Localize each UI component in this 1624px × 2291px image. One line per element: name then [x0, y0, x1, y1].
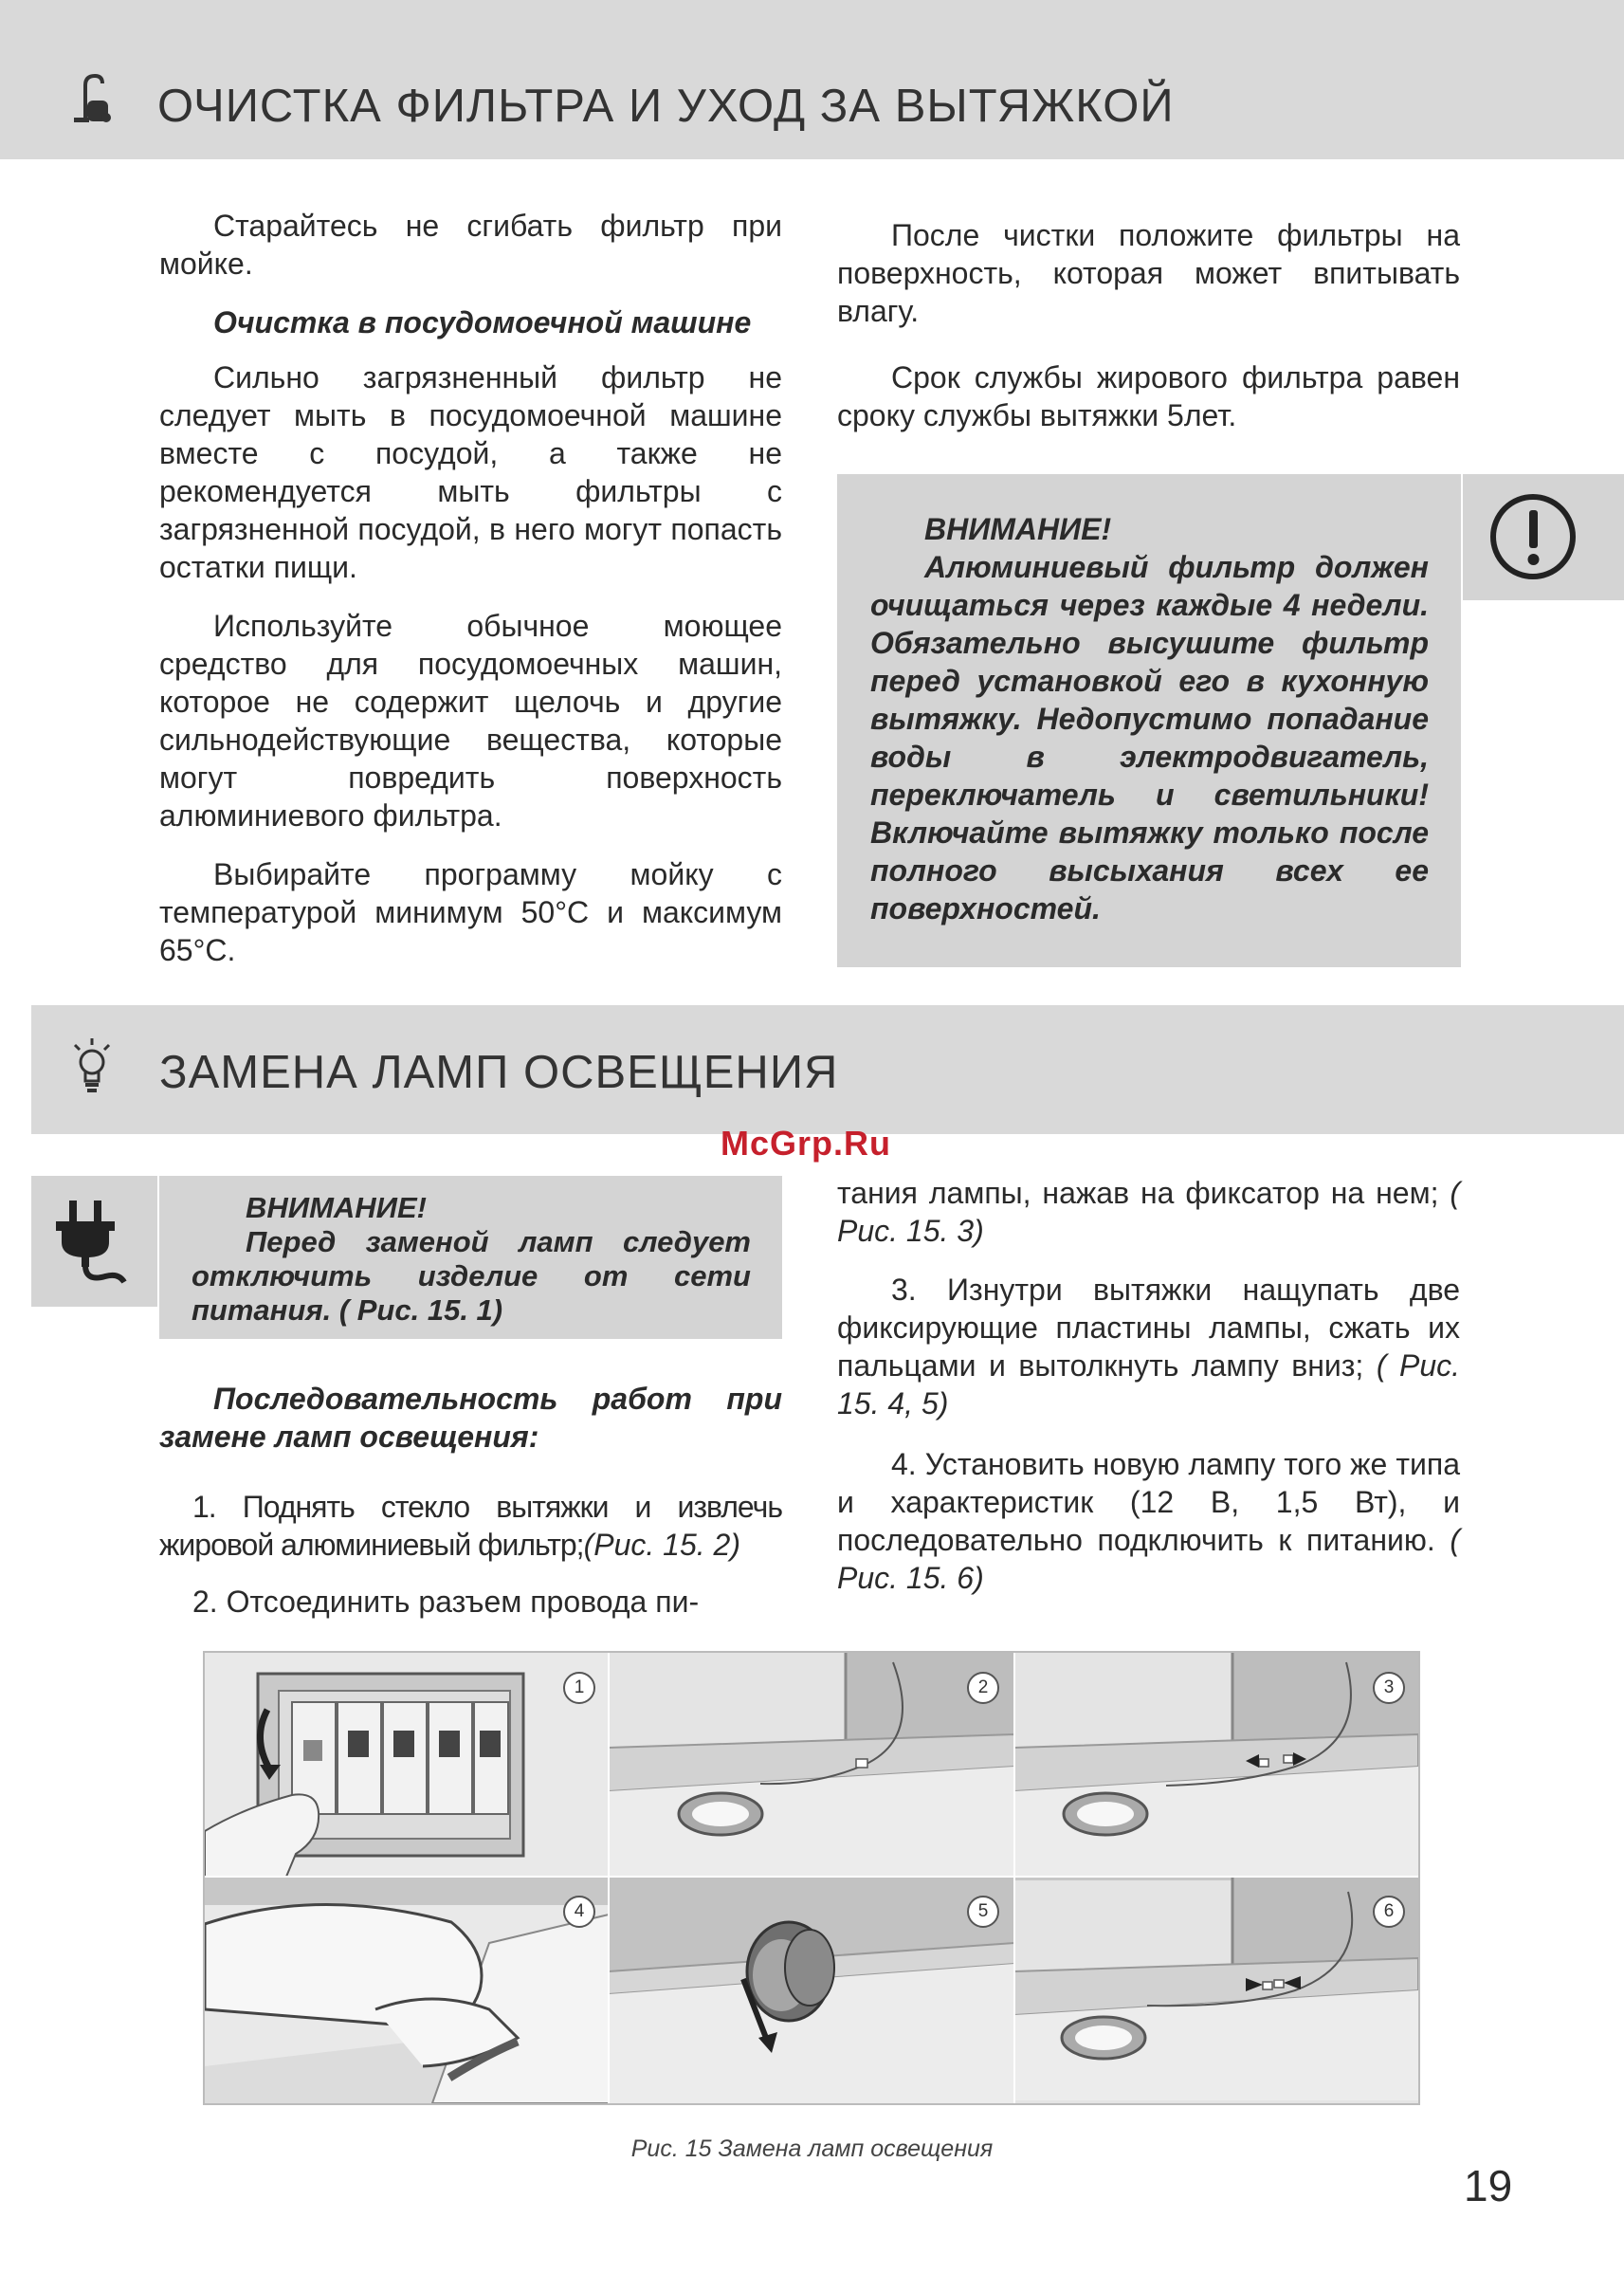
figure-panel-6	[1014, 1877, 1418, 2103]
figure-panel-2	[609, 1653, 1014, 1877]
figure-panel-3	[1014, 1653, 1418, 1877]
step-3-ref: ( Рис. 15. 4, 5)	[837, 1348, 1460, 1420]
paragraph: После чистки положите фильтры на поверхность, которая может впитывать влагу.	[837, 218, 1460, 328]
panel-number-1: 1	[563, 1672, 595, 1704]
step-2-cont	[837, 1174, 1460, 1250]
panel-number-4: 4	[563, 1896, 595, 1928]
exclamation-circle-icon	[1487, 491, 1578, 582]
step-1-text: 1. Поднять стекло вытяжки и извлечь жировой алюминиевый фильтр;	[159, 1490, 782, 1562]
section2-right-column	[837, 1174, 1460, 1618]
plug-icon-panel	[31, 1176, 157, 1307]
paragraph: Используйте обычное моющее средство для посудомоечных машин, которое не содержит щелочь и другие сильнодействующие вещества, которые могут повредить поверхность алюминиевого фильтра.	[159, 609, 782, 833]
breaker-illustration	[205, 1653, 609, 1877]
connector-connect-illustration	[1014, 1877, 1418, 2103]
step-4-ref: ( Рис. 15. 6)	[837, 1523, 1460, 1595]
watermark: McGrp.Ru	[721, 1124, 892, 1163]
panel-number-3: 3	[1373, 1672, 1405, 1704]
panel-number-6: 6	[1373, 1896, 1405, 1928]
lamp-remove-illustration	[609, 1877, 1014, 2103]
step-3	[837, 1271, 1460, 1422]
panel-number-5: 5	[967, 1896, 999, 1928]
filter-warning-text	[870, 510, 1429, 927]
page-number: 19	[1464, 2161, 1513, 2210]
section2-header	[31, 1005, 1624, 1134]
step-4	[837, 1445, 1460, 1597]
figure-divider	[1013, 1653, 1015, 2103]
light-bulb-icon	[71, 1037, 113, 1094]
section1-title: ОЧИСТКА ФИЛЬТРА И УХОД ЗА ВЫТЯЖКОЙ	[157, 81, 1175, 132]
figure-panel-5	[609, 1877, 1014, 2103]
hand-push-illustration	[205, 1877, 609, 2103]
figure-panel-4	[205, 1877, 609, 2103]
warning-icon-panel	[1463, 474, 1624, 600]
step-2-ref: ( Рис. 15. 3)	[837, 1176, 1461, 1248]
section2-left-column	[159, 1380, 782, 1641]
step-2-cont-text: тания лампы, нажав на фиксатор на нем;	[837, 1176, 1439, 1210]
step-2-start: 2. Отсоединить разъем провода пи-	[192, 1585, 700, 1619]
section1-left-column	[159, 207, 782, 990]
power-warning-text	[192, 1191, 751, 1328]
step-1	[159, 1488, 782, 1564]
warning-title: ВНИМАНИЕ!	[246, 1191, 427, 1224]
paragraph: Сильно загрязненный фильтр не следует мыть в посудомоечной машине вместе с посудой, а также не рекомендуется мыть фильтры с загрязненной посудой, в него могут попасть остатки пищи.	[159, 360, 782, 584]
figure-15	[203, 1651, 1420, 2105]
subheading-sequence: Последовательность работ при замене ламп освещения:	[159, 1382, 782, 1454]
figure-divider	[608, 1653, 610, 2103]
step-1-ref: (Рис. 15. 2)	[583, 1528, 740, 1562]
step-3-text: 3. Изнутри вытяжки нащупать две фиксирующие пластины лампы, сжать их пальцами и вытолкнуть лампу вниз;	[837, 1273, 1460, 1383]
warning-body: Перед заменой ламп следует отключить изделие от сети питания. ( Рис. 15. 1)	[192, 1225, 751, 1327]
step-4-text: 4. Установить новую лампу того же типа и характеристик (12 В, 1,5 Вт), и последовательно подключить к питанию.	[837, 1447, 1460, 1557]
panel-number-2: 2	[967, 1672, 999, 1704]
paragraph: Срок службы жирового фильтра равен сроку службы вытяжки 5лет.	[837, 360, 1460, 432]
figure-panel-1	[205, 1653, 609, 1877]
connector-disconnect-illustration	[1014, 1653, 1418, 1877]
warning-title: ВНИМАНИЕ!	[924, 512, 1112, 546]
section1-header	[0, 0, 1624, 159]
warning-body: Алюминиевый фильтр должен очищаться через каждые 4 недели. Обязательно высушите фильтр перед установкой его в кухонную вытяжку. Недопустимо попадание воды в электродвигатель, переключатель и светильники! Включайте вытяжку только после полного высыхания всех ее поверхностей.	[870, 550, 1429, 926]
paragraph: Выбирайте программу мойку с температурой минимум 50°С и максимум 65°С.	[159, 857, 782, 967]
figure-caption: Рис. 15 Замена ламп освещения	[630, 2135, 994, 2162]
section1-right-column	[837, 216, 1460, 455]
figure-divider	[205, 1876, 1418, 1878]
power-plug-icon	[52, 1197, 139, 1288]
vacuum-cleaner-icon	[72, 72, 116, 125]
section2-title: ЗАМЕНА ЛАМП ОСВЕЩЕНИЯ	[159, 1047, 839, 1098]
hood-open-illustration	[609, 1653, 1014, 1877]
paragraph: Старайтесь не сгибать фильтр при мойке.	[159, 209, 782, 281]
subheading-dishwasher: Очистка в посудомоечной машине	[213, 305, 752, 339]
